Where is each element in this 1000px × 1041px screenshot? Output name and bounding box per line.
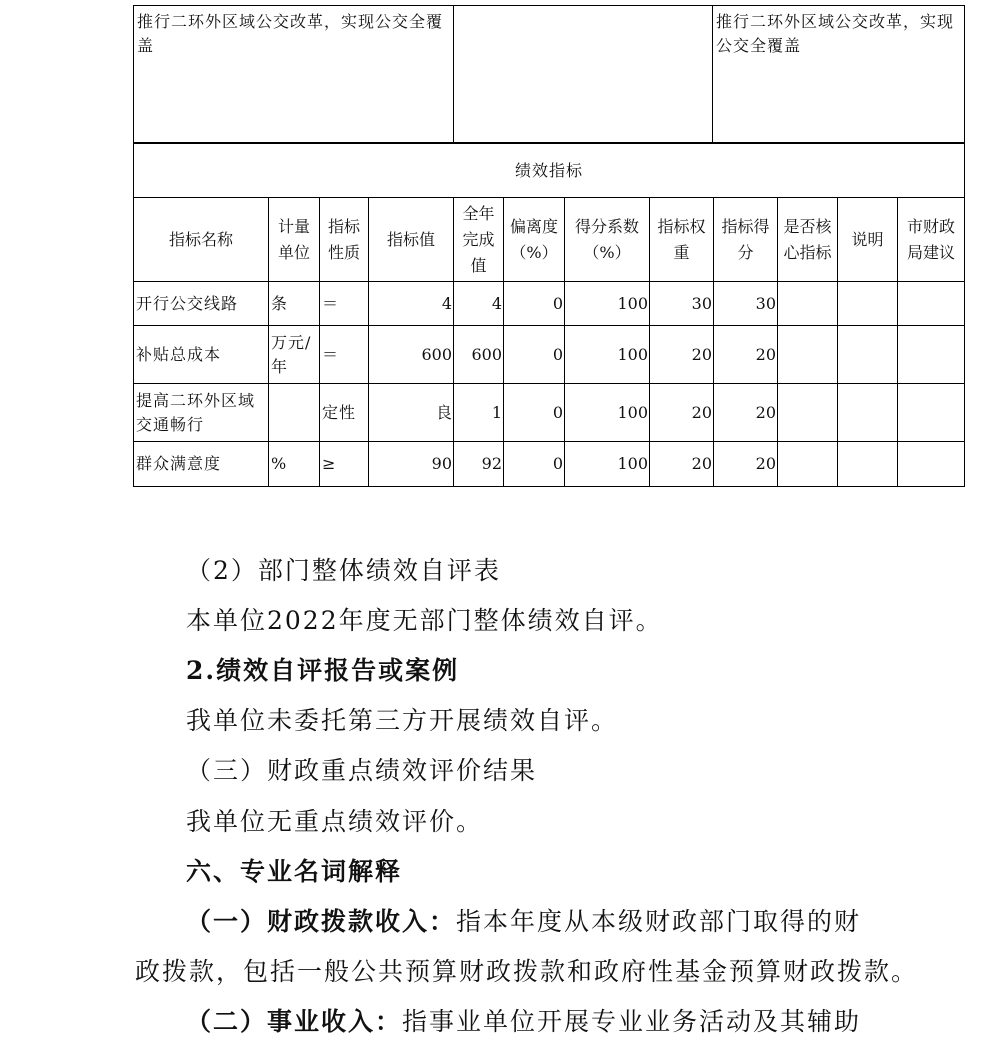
performance-indicator-table	[133, 143, 965, 487]
header-cell: 偏离度（%）	[504, 198, 565, 282]
indicator-nature: ≥	[320, 442, 369, 487]
indicator-name: 群众满意度	[134, 442, 269, 487]
indicator-score: 20	[714, 384, 778, 442]
indicator-unit: 条	[269, 282, 320, 326]
indicator-nature: ＝	[320, 326, 369, 384]
indicator-nature: ＝	[320, 282, 369, 326]
indicator-coefficient: 100	[565, 282, 650, 326]
indicator-actual: 600	[454, 326, 504, 384]
header-cell: 说明	[838, 198, 898, 282]
paragraph: 本单位2022年度无部门整体绩效自评。	[186, 606, 663, 635]
paragraph: 我单位无重点绩效评价。	[186, 807, 484, 836]
goal-cell-middle	[454, 6, 713, 143]
indicator-target: 良	[369, 384, 454, 442]
definition-paragraph	[186, 905, 861, 939]
header-cell: 指标名称	[134, 198, 269, 282]
subsection-heading: （三）财政重点绩效评价结果	[186, 756, 538, 785]
definition-term: （一）财政拨款收入：	[186, 907, 457, 936]
indicator-target: 4	[369, 282, 454, 326]
table-row	[134, 282, 965, 326]
section-heading: 2.绩效自评报告或案例	[186, 656, 460, 685]
definition-text: 指本年度从本级财政部门取得的财	[456, 907, 862, 936]
header-cell: 指标得分	[714, 198, 778, 282]
indicator-name: 补贴总成本	[134, 326, 269, 384]
indicator-deviation: 0	[504, 442, 565, 487]
indicator-core	[778, 282, 838, 326]
table-title-row	[134, 144, 965, 198]
table-row	[134, 442, 965, 487]
definition-paragraph	[186, 1005, 861, 1039]
definition-text: 指事业单位开展专业业务活动及其辅助	[402, 1007, 862, 1036]
table-header-row	[134, 198, 965, 282]
indicator-name: 开行公交线路	[134, 282, 269, 326]
indicator-target: 90	[369, 442, 454, 487]
indicator-core	[778, 384, 838, 442]
indicator-coefficient: 100	[565, 326, 650, 384]
indicator-core	[778, 326, 838, 384]
indicator-coefficient: 100	[565, 384, 650, 442]
table-row	[134, 326, 965, 384]
indicator-unit	[269, 384, 320, 442]
indicator-score: 20	[714, 442, 778, 487]
indicator-weight: 20	[650, 326, 714, 384]
indicator-weight: 20	[650, 442, 714, 487]
goal-cell-right: 推行二环外区域公交改革，实现公交全覆盖	[713, 6, 965, 143]
section-heading: 六、专业名词解释	[186, 857, 403, 886]
indicator-coefficient: 100	[565, 442, 650, 487]
header-cell: 指标权重	[650, 198, 714, 282]
indicator-score: 30	[714, 282, 778, 326]
indicator-actual: 1	[454, 384, 504, 442]
header-cell: 是否核心指标	[778, 198, 838, 282]
indicator-unit: %	[269, 442, 320, 487]
header-cell: 指标值	[369, 198, 454, 282]
indicator-nature: 定性	[320, 384, 369, 442]
indicator-unit: 万元/年	[269, 326, 320, 384]
indicator-advice	[898, 442, 965, 487]
goal-table	[133, 5, 965, 143]
indicator-actual: 4	[454, 282, 504, 326]
header-cell: 得分系数（%）	[565, 198, 650, 282]
indicator-score: 20	[714, 326, 778, 384]
indicator-core	[778, 442, 838, 487]
indicator-note	[838, 282, 898, 326]
indicator-actual: 92	[454, 442, 504, 487]
subsection-heading: （2）部门整体绩效自评表	[186, 556, 501, 585]
indicator-note	[838, 442, 898, 487]
table-title: 绩效指标	[134, 144, 965, 198]
header-cell: 计量单位	[269, 198, 320, 282]
indicator-target: 600	[369, 326, 454, 384]
indicator-deviation: 0	[504, 326, 565, 384]
paragraph: 我单位未委托第三方开展绩效自评。	[186, 706, 619, 735]
header-cell: 全年完成值	[454, 198, 504, 282]
indicator-advice	[898, 384, 965, 442]
header-cell: 指标性质	[320, 198, 369, 282]
indicator-note	[838, 384, 898, 442]
goal-row	[134, 6, 965, 143]
indicator-weight: 30	[650, 282, 714, 326]
indicator-advice	[898, 326, 965, 384]
table-row	[134, 384, 965, 442]
indicator-deviation: 0	[504, 384, 565, 442]
indicator-weight: 20	[650, 384, 714, 442]
goal-cell-left: 推行二环外区域公交改革，实现公交全覆盖	[134, 6, 454, 143]
paragraph: 政拨款，包括一般公共预算财政拨款和政府性基金预算财政拨款。	[135, 957, 919, 986]
indicator-name: 提高二环外区域交通畅行	[134, 384, 269, 442]
indicator-deviation: 0	[504, 282, 565, 326]
indicator-note	[838, 326, 898, 384]
indicator-advice	[898, 282, 965, 326]
header-cell: 市财政局建议	[898, 198, 965, 282]
definition-term: （二）事业收入：	[186, 1007, 403, 1036]
